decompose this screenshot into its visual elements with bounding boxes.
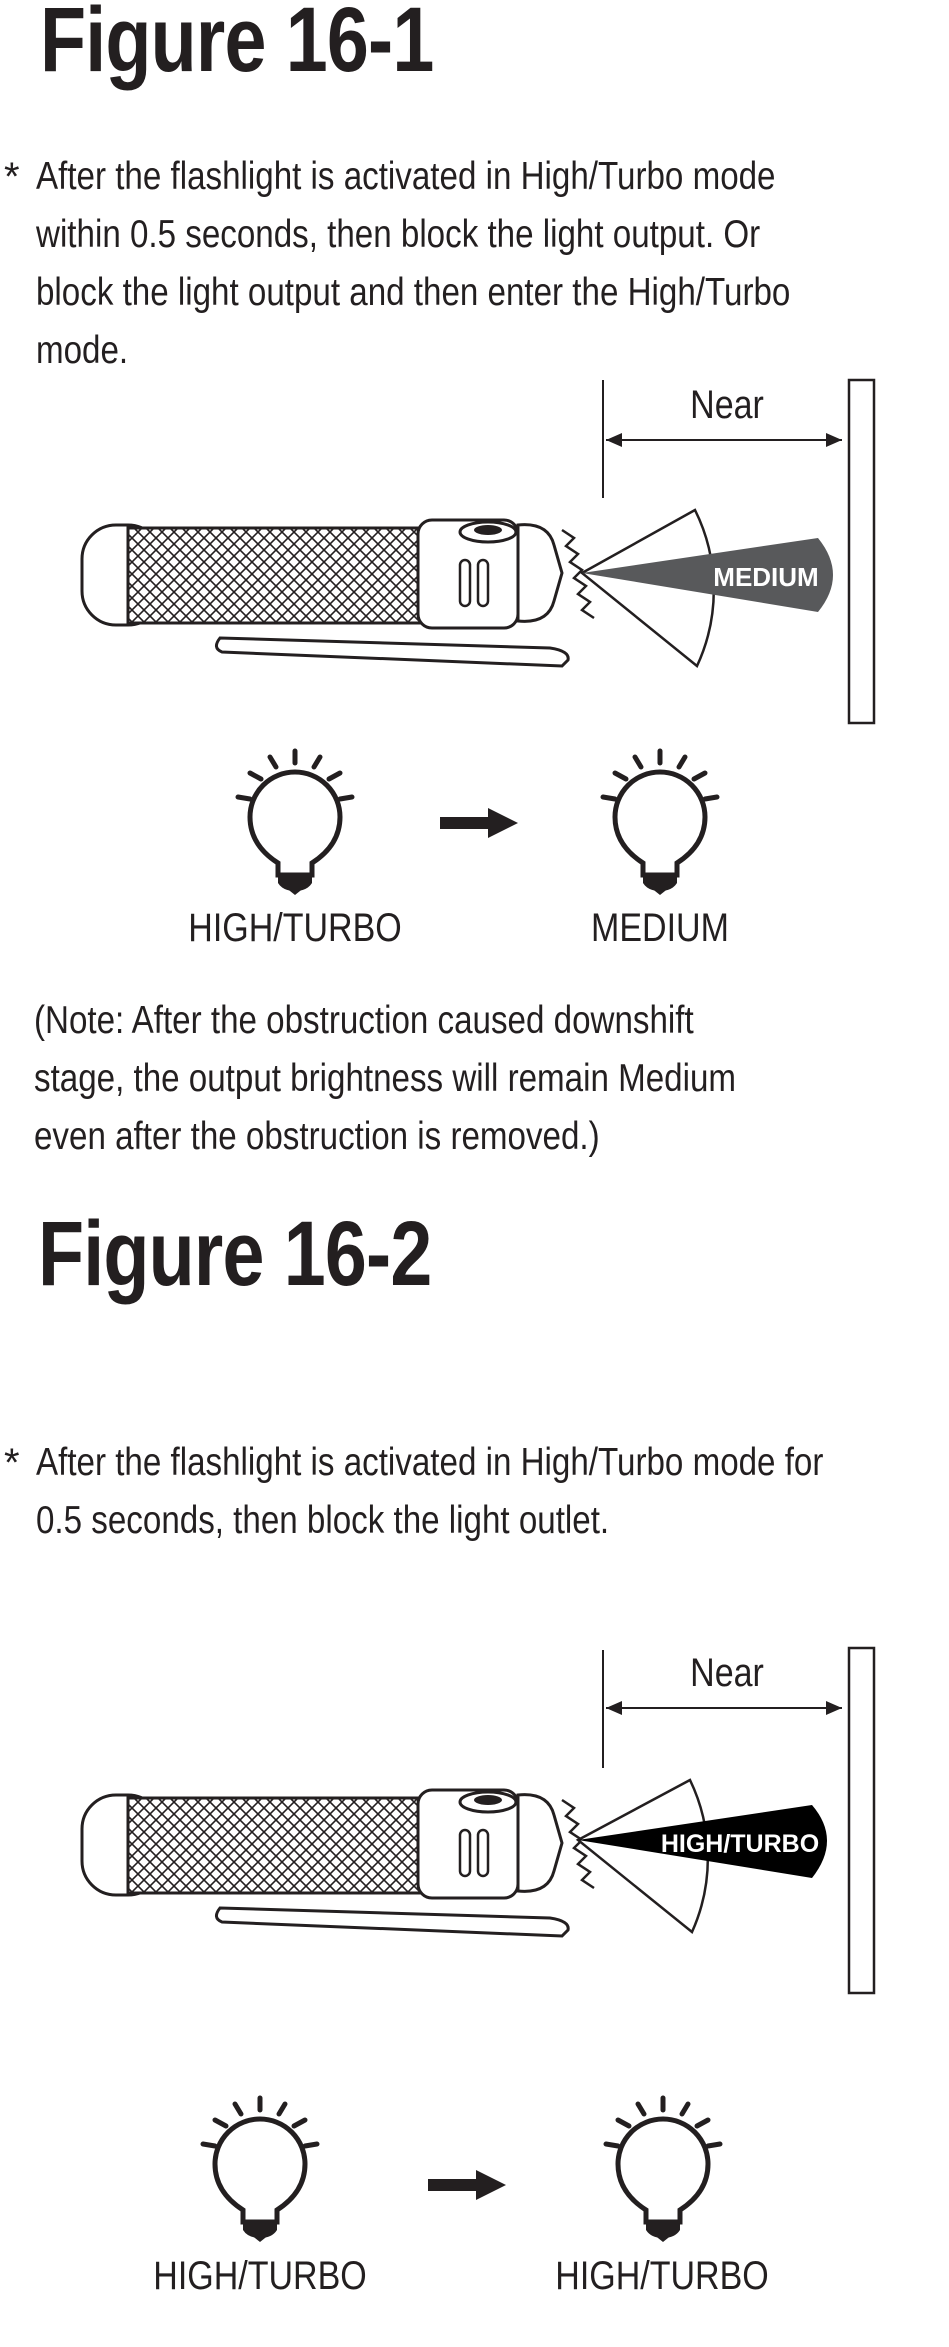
note-line: block the light output and then enter the High/Turbo [36, 271, 791, 314]
wall-obstruction [849, 1648, 874, 1993]
bulb-icon [598, 2092, 728, 2252]
figure-16-2-note [36, 1434, 949, 1550]
beam-label: MEDIUM [713, 562, 819, 592]
flashlight-illustration [82, 1790, 594, 1936]
note-line: After the flashlight is activated in High/Turbo mode [36, 155, 776, 198]
footnote-line: stage, the output brightness will remain Medium [34, 1057, 737, 1100]
arrow-right-icon [440, 808, 520, 838]
from-mode-label: HIGH/TURBO [188, 906, 402, 950]
note-line: within 0.5 seconds, then block the light output. Or [36, 213, 761, 256]
bulb-icon [230, 745, 360, 905]
figure-16-1-footnote [34, 992, 860, 1166]
flashlight-diagram-high-turbo [0, 1640, 949, 2010]
asterisk: * [4, 1441, 20, 1485]
near-label: Near [690, 381, 764, 427]
figure-16-2-title: Figure 16-2 [38, 1203, 432, 1305]
arrow-right-icon [428, 2170, 508, 2200]
footnote-line: even after the obstruction is removed.) [34, 1115, 600, 1158]
arrow-right-icon [826, 1701, 842, 1715]
figure-16-1-title: Figure 16-1 [40, 0, 434, 91]
flashlight-illustration [82, 520, 594, 666]
bulb-icon [595, 745, 725, 905]
to-mode-label: HIGH/TURBO [555, 2254, 769, 2298]
beam-label: HIGH/TURBO [660, 1830, 820, 1858]
arrow-left-icon [606, 1701, 622, 1715]
note-line: 0.5 seconds, then block the light outlet. [36, 1499, 610, 1542]
bulb-icon [195, 2092, 325, 2252]
arrow-left-icon [606, 433, 622, 447]
note-line: mode. [36, 329, 129, 372]
wall-obstruction [849, 380, 874, 723]
flashlight-diagram-medium [0, 370, 949, 740]
note-line: After the flashlight is activated in High/Turbo mode for [36, 1441, 824, 1484]
footnote-line: (Note: After the obstruction caused downshift [34, 999, 694, 1042]
arrow-right-icon [826, 433, 842, 447]
from-mode-label: HIGH/TURBO [153, 2254, 367, 2298]
to-mode-label: MEDIUM [591, 906, 729, 950]
asterisk: * [4, 155, 20, 199]
near-label: Near [690, 1649, 764, 1695]
figure-16-1-note [36, 148, 923, 380]
